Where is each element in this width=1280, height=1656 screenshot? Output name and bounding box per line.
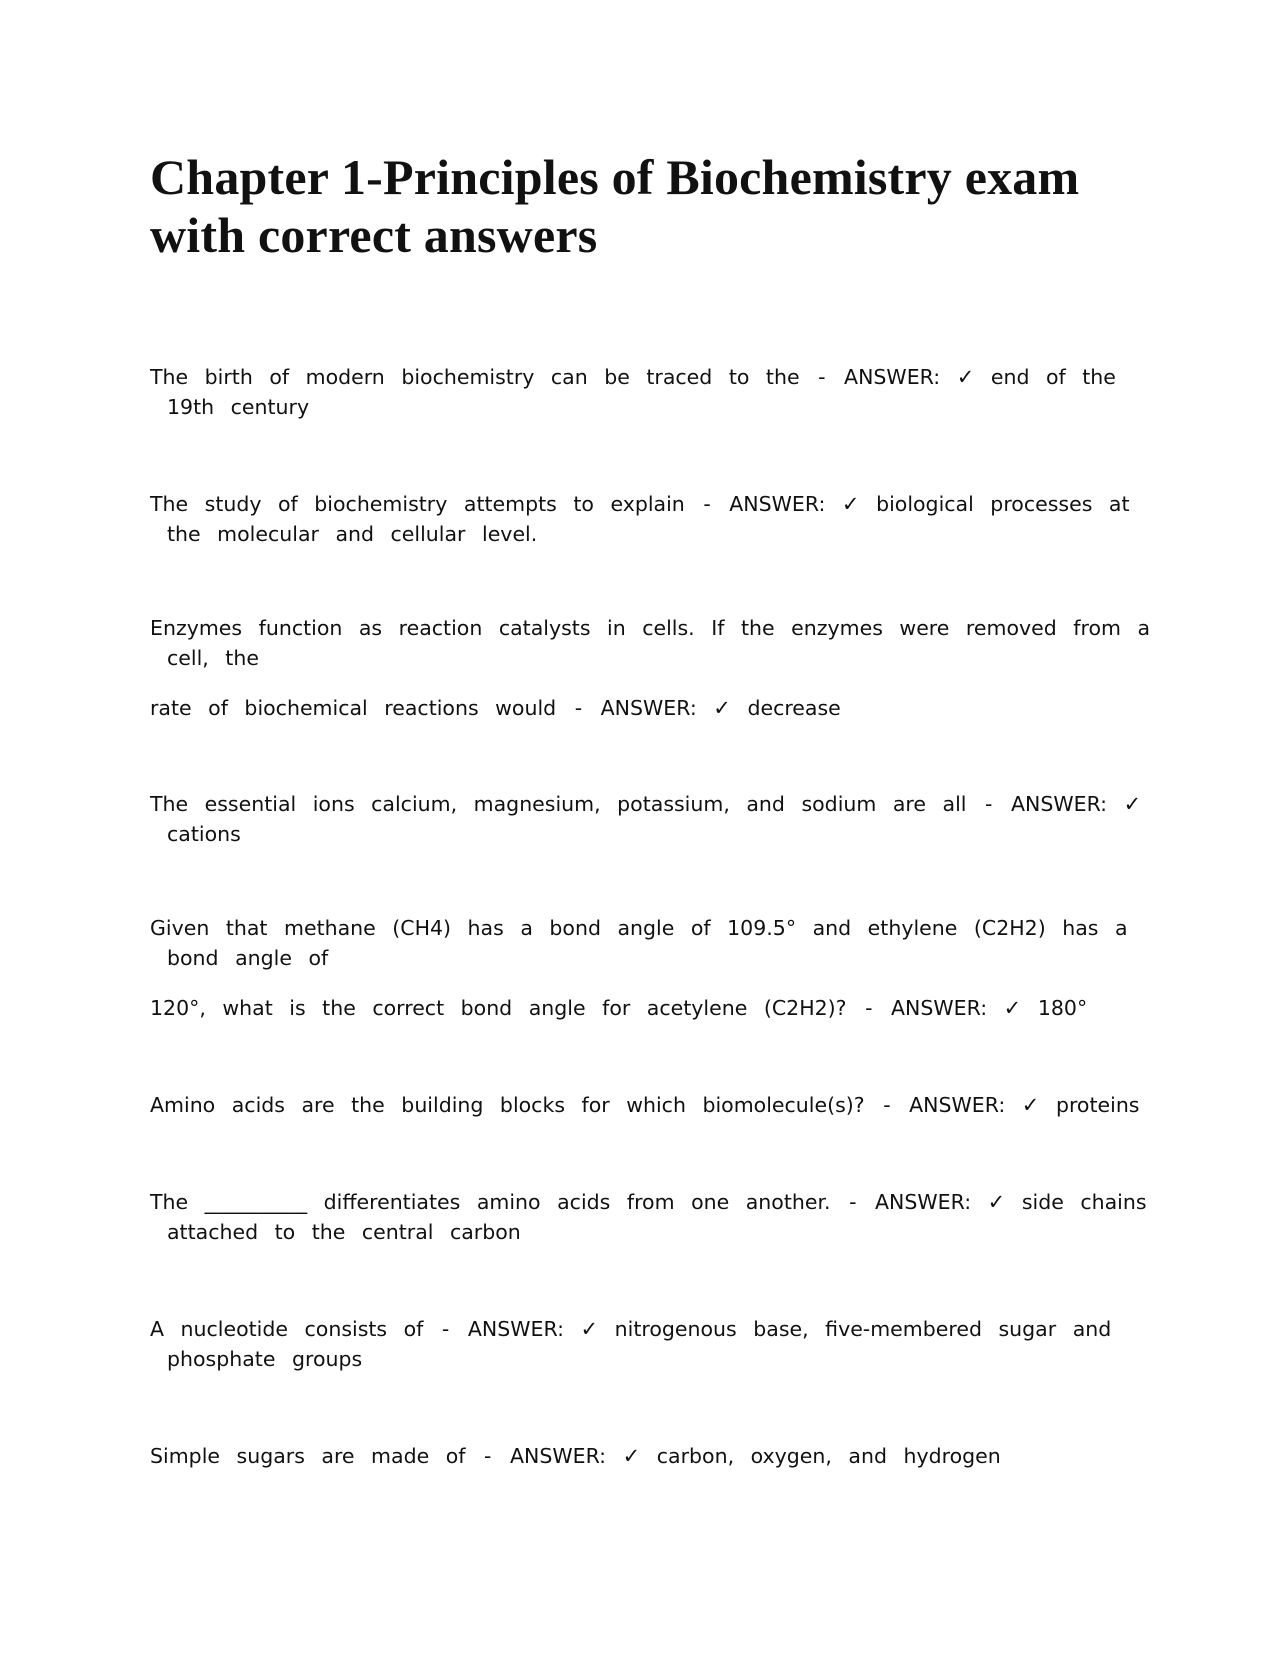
check-icon: ✓	[713, 696, 731, 720]
question-text: 120°, what is the correct bond angle for acetylene (C2H2)?	[150, 996, 847, 1020]
answer-label: ANSWER:	[467, 1317, 564, 1341]
separator: -	[441, 1317, 450, 1341]
question-text: Enzymes function as reaction catalysts in cells. If the enzymes were removed from a	[150, 616, 1151, 640]
question-text: rate of biochemical reactions would	[150, 696, 557, 720]
separator: -	[849, 1190, 857, 1214]
question-continuation: bond angle of	[167, 946, 329, 970]
title-line-2: with correct answers	[150, 207, 598, 263]
separator: -	[703, 492, 711, 516]
question-text: The birth of modern biochemistry can be traced to the	[150, 365, 800, 389]
qa-item-3-answer-line	[150, 693, 841, 723]
question-text: The study of biochemistry attempts to explain	[150, 492, 685, 516]
check-icon: ✓	[622, 1444, 641, 1468]
answer-label: ANSWER:	[600, 696, 697, 720]
question-text: The essential ions calcium, magnesium, potassium, and sodium are all	[150, 792, 967, 816]
qa-item-5-question	[150, 913, 1128, 973]
separator: -	[818, 365, 826, 389]
check-icon: ✓	[987, 1190, 1006, 1214]
answer-label: ANSWER:	[875, 1190, 972, 1214]
answer-label: ANSWER:	[509, 1444, 607, 1468]
check-icon: ✓	[841, 492, 860, 516]
answer-continuation: 19th century	[167, 395, 310, 419]
qa-item-1	[150, 362, 1116, 422]
answer-text: nitrogenous base, five-membered sugar and	[614, 1317, 1112, 1341]
question-text: The __________ differentiates amino acids from one another.	[150, 1190, 831, 1214]
answer-text: proteins	[1055, 1093, 1140, 1117]
answer-text: decrease	[747, 696, 841, 720]
answer-text: 180°	[1037, 996, 1088, 1020]
check-icon: ✓	[580, 1317, 599, 1341]
answer-text: carbon, oxygen, and hydrogen	[656, 1444, 1001, 1468]
answer-label: ANSWER:	[729, 492, 826, 516]
qa-item-8	[150, 1314, 1111, 1374]
answer-text: side chains	[1021, 1190, 1147, 1214]
qa-item-2	[150, 489, 1130, 549]
answer-continuation: phosphate groups	[167, 1347, 363, 1371]
answer-label: ANSWER:	[1010, 792, 1108, 816]
check-icon: ✓	[1123, 792, 1142, 816]
separator: -	[865, 996, 873, 1020]
answer-label: ANSWER:	[909, 1093, 1006, 1117]
answer-continuation: the molecular and cellular level.	[167, 522, 538, 546]
separator: -	[985, 792, 993, 816]
check-icon: ✓	[1003, 996, 1022, 1020]
answer-text: biological processes at	[876, 492, 1130, 516]
qa-item-5-answer-line	[150, 993, 1087, 1023]
question-text: Simple sugars are made of	[150, 1444, 466, 1468]
separator: -	[574, 696, 583, 720]
qa-item-9	[150, 1441, 1001, 1471]
document-title	[150, 148, 1160, 264]
question-text: Given that methane (CH4) has a bond angle of 109.5° and ethylene (C2H2) has a	[150, 916, 1128, 940]
qa-item-3-question	[150, 613, 1150, 673]
check-icon: ✓	[1021, 1093, 1040, 1117]
answer-label: ANSWER:	[844, 365, 941, 389]
question-text: A nucleotide consists of	[150, 1317, 424, 1341]
qa-item-7	[150, 1187, 1147, 1247]
answer-text: end of the	[990, 365, 1116, 389]
title-line-1: Chapter 1-Principles of Biochemistry exam	[150, 149, 1080, 205]
qa-item-4	[150, 789, 1141, 849]
answer-continuation: attached to the central carbon	[167, 1220, 521, 1244]
check-icon: ✓	[956, 365, 975, 389]
answer-label: ANSWER:	[891, 996, 988, 1020]
qa-item-6	[150, 1090, 1140, 1120]
question-text: Amino acids are the building blocks for which biomolecule(s)?	[150, 1093, 865, 1117]
answer-continuation: cations	[167, 822, 241, 846]
question-continuation: cell, the	[167, 646, 259, 670]
separator: -	[883, 1093, 891, 1117]
separator: -	[484, 1444, 492, 1468]
